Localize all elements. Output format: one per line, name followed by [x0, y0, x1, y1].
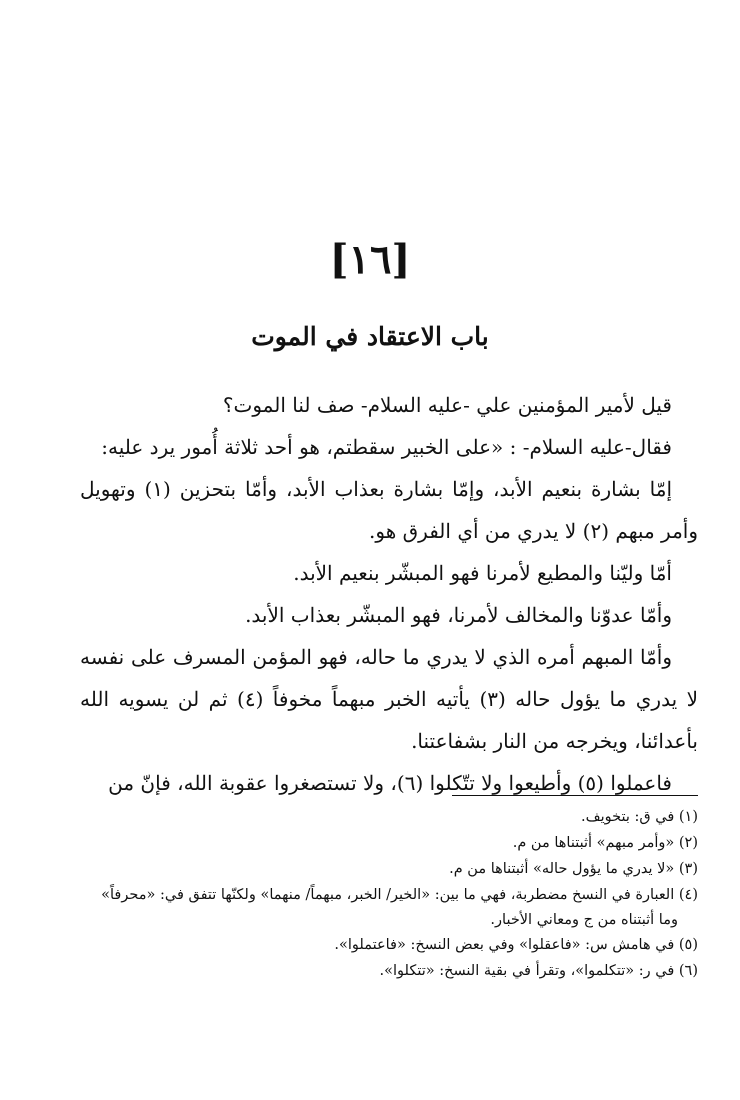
paragraph: وأمّا عدوّنا والمخالف لأمرنا، فهو المبشّر بعذاب الأبد. — [245, 603, 672, 627]
chapter-number: [١٦] — [329, 236, 411, 283]
main-text — [80, 384, 698, 804]
paragraph: فقال-عليه السلام- : «على الخبير سقطتم، هو أحد ثلاثة أُمور يرد عليه: — [101, 435, 672, 459]
chapter-title: باب الاعتقاد في الموت — [251, 322, 489, 351]
paragraph: فاعملوا (٥) وأطيعوا ولا تتّكلوا (٦)، ولا تستصغروا عقوبة الله، فإنّ من — [108, 771, 672, 795]
footnote: (٢) «وأمر مبهم» أثبتناها من م. — [512, 835, 698, 851]
paragraph: أمّا وليّنا والمطيع لأمرنا فهو المبشّر بنعيم الأبد. — [293, 561, 672, 585]
paragraph: وأمّا المبهم أمره الذي لا يدري ما حاله، فهو المؤمن المسرف على نفسه لا يدري ما يؤول حاله (٣) يأتيه الخبر مبهماً مخوفاً (٤) ثم لن يسويه الله بأعدائنا، ويخرجه من النار بشفاعتنا. — [80, 645, 698, 753]
footnote-continuation: وما أثبتناه من ج ومعاني الأخبار. — [490, 912, 678, 928]
paragraph: قيل لأمير المؤمنين علي -عليه السلام- صف لنا الموت؟ — [222, 393, 672, 417]
footnote: (٣) «لا يدري ما يؤول حاله» أثبتناها من م. — [449, 861, 698, 877]
footnote: (١) في ق: بتخويف. — [580, 809, 698, 825]
footnotes — [90, 804, 698, 984]
footnote-separator — [452, 795, 698, 796]
footnote: (٤) العبارة في النسخ مضطربة، فهي ما بين: «الخير/ الخبر، مبهماً/ منهما» ولكنّها تتفق في: «محرفاً» — [101, 887, 698, 903]
paragraph: إمّا بشارة بنعيم الأبد، وإمّا بشارة بعذاب الأبد، وأمّا بتحزين (١) وتهويل وأمر مبهم (٢) لا يدري من أي الفرق هو. — [80, 477, 698, 543]
footnote: (٦) في ر: «تتكلموا»، وتقرأ في بقية النسخ: «تتكلوا». — [379, 963, 698, 979]
footnote: (٥) في هامش س: «فاعقلوا» وفي بعض النسخ: «فاعتملوا». — [334, 937, 698, 953]
